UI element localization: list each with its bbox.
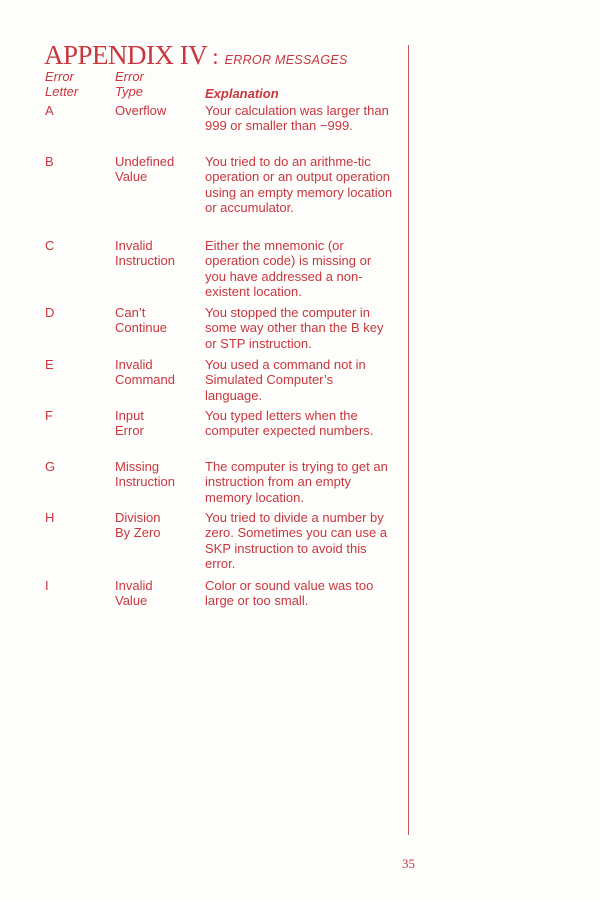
table-row: [45, 408, 405, 459]
error-type: Invalid Instruction: [115, 238, 175, 269]
error-type: Invalid Command: [115, 357, 175, 388]
table-row: [45, 238, 405, 305]
table-header: [45, 67, 405, 103]
column-header-type: [115, 69, 195, 99]
column-header-type-text: Error Type: [115, 69, 144, 99]
appendix-heading: APPENDIX IV: [44, 40, 208, 70]
error-type: Undefined Value: [115, 154, 175, 185]
error-explanation: You tried to divide a number by zero. Sometimes you can use a SKP instruction to avoid this error.: [205, 510, 388, 571]
error-type: Overflow: [115, 103, 167, 118]
error-explanation: You stopped the computer in some way other than the B key or STP instruction.: [205, 305, 384, 351]
vertical-rule: [408, 45, 409, 835]
error-explanation: Either the mnemonic (or operation code) is missing or you have addressed a non-existent location.: [205, 238, 372, 299]
table-row: [45, 357, 405, 408]
error-letter: G: [45, 459, 56, 474]
error-explanation: Color or sound value was too large or too small.: [205, 578, 374, 609]
error-explanation: The computer is trying to get an instruction from an empty memory location.: [205, 459, 388, 505]
column-header-explanation: Explanation: [205, 86, 279, 101]
error-letter: H: [45, 510, 55, 525]
table-row: [45, 459, 405, 510]
error-table: [45, 103, 405, 612]
error-explanation: You used a command not in Simulated Computer’s language.: [205, 357, 366, 403]
error-type: Missing Instruction: [115, 459, 175, 490]
table-row: [45, 103, 405, 154]
error-type: Can’t Continue: [115, 305, 168, 336]
appendix-subtitle: ERROR MESSAGES: [224, 53, 348, 67]
table-row: [45, 305, 405, 357]
error-letter: D: [45, 305, 55, 320]
column-header-letter: [45, 69, 105, 99]
error-letter: F: [45, 408, 53, 423]
page-title: [44, 42, 348, 69]
error-explanation: You tried to do an arithme-tic operation or an output operation using an empty memory location or accumulator.: [205, 154, 393, 215]
page-number: 35: [402, 856, 415, 871]
table-row: [45, 154, 405, 238]
table-row: [45, 510, 405, 578]
title-separator: :: [212, 44, 219, 69]
error-explanation: Your calculation was larger than 999 or smaller than −999.: [205, 103, 389, 134]
error-type: Invalid Value: [115, 578, 153, 609]
error-letter: E: [45, 357, 54, 372]
error-letter: A: [45, 103, 54, 118]
column-header-letter-text: Error Letter: [45, 69, 79, 99]
error-type: Division By Zero: [115, 510, 161, 541]
error-letter: B: [45, 154, 54, 169]
error-letter: I: [45, 578, 49, 593]
error-explanation: You typed letters when the computer expected numbers.: [205, 408, 374, 439]
error-letter: C: [45, 238, 55, 253]
error-type: Input Error: [115, 408, 144, 439]
table-row: [45, 578, 405, 612]
